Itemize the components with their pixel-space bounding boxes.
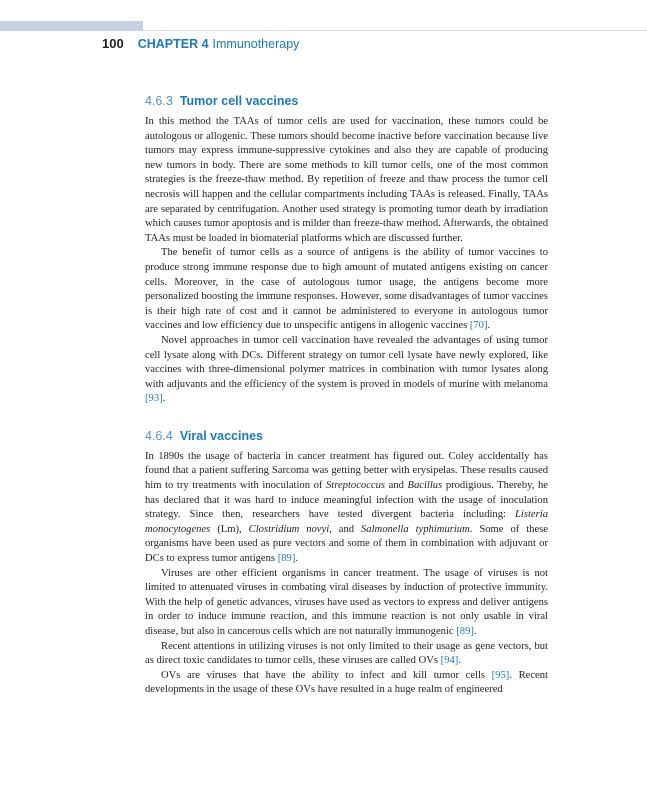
citation-link[interactable]: [95] (491, 669, 510, 681)
paragraph: Viruses are other efficient organisms in cancer treatment. The usage of viruses is not limited to attenuated viruses in combating viral diseases by induction of protective immunity. With the help of genetic advances, viruses have used as vectors to express and deliver antigens in order to induce immune reaction, and this immune reaction is not only usable in viral disease, but also in cancerous cells which are not naturally immunogenic [89]. (145, 567, 548, 637)
citation-link[interactable]: [89] (277, 553, 296, 565)
species-name: Bacillus (407, 480, 443, 492)
paragraph: In this method the TAAs of tumor cells are used for vaccination, these tumors could be autologous or allogenic. These tumors should become inactive before vaccination because live tumors may express immune-suppressive cytokines and also they are capable of producing new tumors in body. There are some methods to kill tumor cells, one of the most common strategies is the freeze-thaw method. By repetition of freeze and thaw process the tumor cell necrosis will happen and the cellular compartments including TAAs is released. Finally, TAAs are separated by centrifugation. Another used strategy is promoting tumor death by irradiation which causes tumor apoptosis and is milder than freeze-thaw method. Afterwards, the obtained TAAs must be loaded in biomaterial platforms which are discussed further. (145, 116, 548, 244)
chapter-title: Immunotherapy (212, 37, 300, 51)
paragraph-text: Viruses are other efficient organisms in cancer treatment. The usage of viruses is not limited to attenuated viruses in combating viral diseases by induction of protective immunity. With the help of genetic advances, viruses have used as vectors to express and deliver antigens in order to induce immune reaction, and this immune reaction is not only usable in viral disease, but also in cancerous cells which are not naturally immunogenic (145, 567, 548, 637)
paragraph-text: . Some of these organisms have been used as pure vectors and some of them in combination with adjuvant or DCs to express tumor antigens (145, 523, 548, 565)
section-heading (145, 428, 548, 445)
species-name: Streptococcus (326, 480, 386, 492)
species-name: Salmonella typhimurium (361, 523, 470, 535)
section-number: 4.6.3 (145, 94, 173, 108)
paragraph-text: Recent attentions in utilizing viruses is not only limited to their usage as gene vectors, but as direct toxic candidates to tumor cells, these viruses are called OVs (145, 640, 548, 667)
running-header (102, 35, 299, 53)
section-title: Tumor cell vaccines (179, 94, 299, 108)
paragraph (145, 669, 548, 698)
section-title: Viral vaccines (179, 428, 263, 443)
header-accent-bar (0, 21, 143, 31)
paragraph: In 1890s the usage of bacteria in cancer treatment has figured out. Coley accidentally has found that a patient suffering Sarcoma was getting better with erysipelas. These results caused him to try treatments with inoculation of Streptococcus and Bacillus prodigious. Thereby, he has declared that it was hard to induce meaningful infection with the usage of inoculation strategy. Since then, researchers have tested divergent bacteria including: Listeria monocytogenes (Lm), Clostridium novyi, and Salmonella typhimurium. Some of these organisms have been used as pure vectors and some of them in combination with adjuvant or DCs to express tumor antigens [89]. (145, 450, 549, 565)
page-number: 100 (102, 36, 124, 51)
paragraph-text: Novel approaches in tumor cell vaccination have revealed the advantages of using tumor cell lysate along with DCs. Different strategy on tumor cell lysate have newly explored, like vaccines with three-dimensional polymer matrices in combination with tumor lysates along with adjuvants and the efficiency of the system is proved in models of murine with melanoma (145, 334, 548, 390)
paragraph-text: prodigious. Thereby, he has declared that it was hard to induce meaningful infection with the usage of inoculation strategy. Since then, researchers have tested divergent bacteria including: (145, 480, 549, 521)
header-rule (143, 30, 647, 31)
paragraph: Recent attentions in utilizing viruses is not only limited to their usage as gene vectors, but as direct toxic candidates to tumor cells, these viruses are called OVs [94]. (145, 640, 548, 667)
species-name: Listeria monocytogenes (145, 509, 548, 535)
paragraph-text: and (385, 480, 408, 492)
page-body (145, 93, 548, 698)
paragraph-text: (Lm), (210, 523, 249, 535)
paragraph-text: The benefit of tumor cells as a source of antigens is the ability of tumor vaccines to produce strong immune response due to high amount of mutated antigens existing on cancer cells. Moreover, in the case of autologous tumor usage, the antigens become more personalized boosting the immune responses. However, some disadvantages of tumor vaccines is their high rate of cost and it cannot be administered to everyone in autologous tumor vaccines and low efficiency due to unspecific antigens in allogenic vaccines (145, 247, 548, 332)
paragraph-text: OVs are viruses that have the ability to infect and kill tumor cells (161, 669, 492, 681)
citation-link[interactable]: [94] (440, 655, 459, 667)
section-heading (145, 93, 548, 110)
citation-link[interactable]: [70] (469, 320, 488, 332)
section-number: 4.6.4 (145, 428, 173, 443)
paragraph-text: In 1890s the usage of bacteria in cancer treatment has figured out. Coley accidentally has found that a patient suffering Sarcoma was getting better with erysipelas. These results caused him to try treatments with inoculation of (145, 450, 548, 492)
species-name: Clostridium novyi (248, 523, 330, 535)
paragraph-text: . Recent developments in the usage of these OVs have resulted in a huge realm of engineered (145, 669, 548, 696)
paragraph-text: , and (329, 523, 361, 535)
citation-link[interactable]: [89] (456, 626, 474, 637)
paragraph: Novel approaches in tumor cell vaccination have revealed the advantages of using tumor cell lysate along with DCs. Different strategy on tumor cell lysate have newly explored, like vaccines with three-dimensional polymer matrices in combination with tumor lysates along with adjuvants and the efficiency of the system is proved in models of murine with melanoma [93]. (145, 334, 548, 405)
chapter-label: CHAPTER 4 (137, 37, 209, 51)
citation-link[interactable]: [93] (145, 393, 163, 405)
paragraph: The benefit of tumor cells as a source of antigens is the ability of tumor vaccines to produce strong immune response due to high amount of mutated antigens existing on cancer cells. Moreover, in the case of autologous tumor usage, the antigens become more personalized boosting the immune responses. However, some disadvantages of tumor vaccines is their high rate of cost and it cannot be administered to everyone in autologous tumor vaccines and low efficiency due to unspecific antigens in allogenic vaccines [70]. (145, 247, 548, 332)
